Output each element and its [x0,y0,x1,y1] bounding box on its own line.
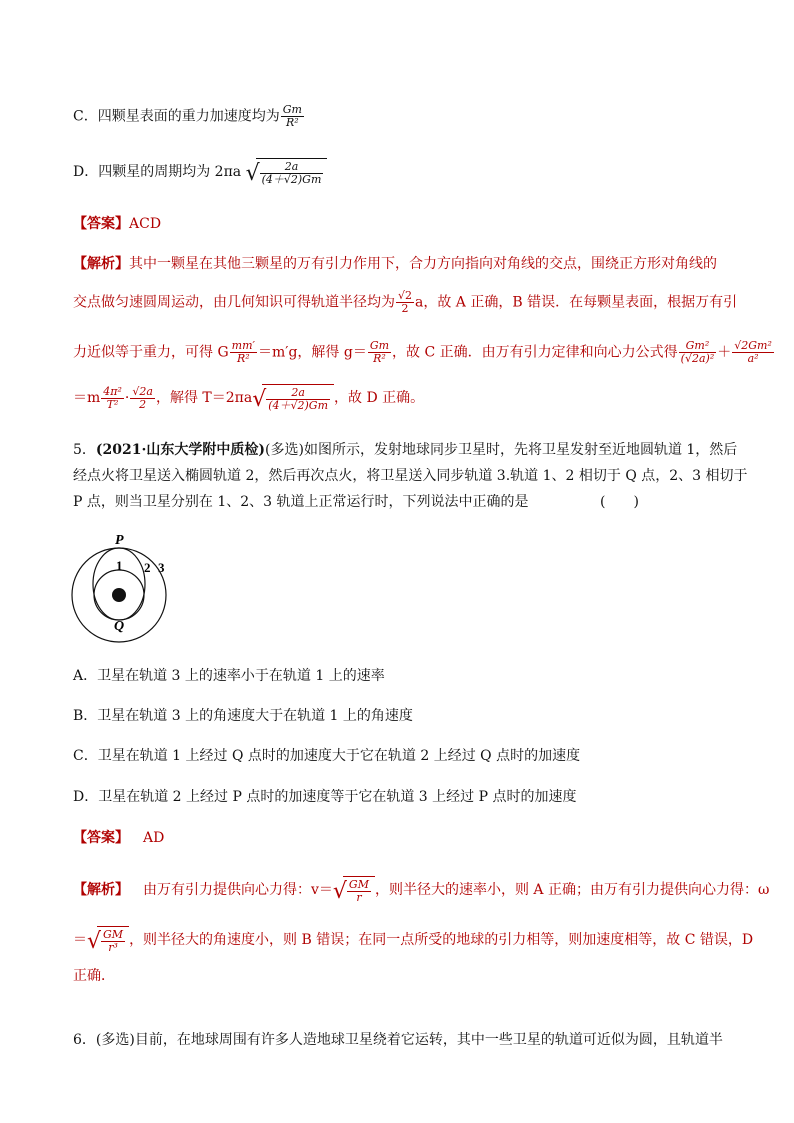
answer-tag: 【答案】 [73,216,129,232]
label-P: P [115,533,124,548]
q5-source: (2021·山东大学附中质检) [95,442,266,458]
label-3: 3 [158,560,165,575]
q5-line-2: 经点火将卫星送入椭圆轨道 2，然后再次点火，将卫星送入同步轨道 3.轨道 1、2 相切于 Q 点，2、3 相切于 [73,468,748,484]
q4-option-d: D．四颗星的周期均为 2πa √ $\frac{2a}{(4+√2)Gm}$ [73,158,327,186]
q4-option-d-sqrt: √ $\frac{2a}{(4+√2)Gm}$ [246,158,328,186]
q5-option-a: A．卫星在轨道 3 上的速率小于在轨道 1 上的速率 [73,668,385,684]
q6-line-1: 6．(多选)目前，在地球周围有许多人造地球卫星绕着它运转，其中一些卫星的轨道可近似为圆，且轨道半 [73,1032,723,1048]
q5-option-b: B．卫星在轨道 3 上的角速度大于在轨道 1 上的角速度 [73,708,413,724]
label-Q: Q [114,619,125,634]
q4-analysis-line-4: ＝m $\frac{\text{4π²}}{\text{T²}}$ · $\frac{√2a}{2}$ ，解得 T＝2πa √ $\frac{2a}{(4+√2)Gm}$ ，故 D 正确。 [73,384,424,412]
q4-answer [73,214,161,234]
q5-option-d: D．卫星在轨道 2 上经过 P 点时的加速度等于它在轨道 3 上经过 P 点时的加速度 [73,789,577,805]
label-1: 1 [116,558,123,573]
q5-analysis-line-1: 【解析】 由万有引力提供向心力得：v＝ √ $\frac{GM}{r}$ ，则半径大的速率小，则 A 正确；由万有引力提供向心力得：ω [73,876,769,904]
q5-analysis-line-3: 正确． [73,968,115,984]
q4-option-c: C．四颗星表面的重力加速度均为 $\frac{Gm}{\text{R²}}$ [73,103,302,129]
answer-value: ACD [129,216,162,232]
q5-option-c: C．卫星在轨道 1 上经过 Q 点时的加速度大于它在轨道 2 上经过 Q 点时的加速度 [73,748,581,764]
label-2: 2 [144,560,151,575]
earth [112,588,126,602]
q5-line-3: P 点，则当卫星分别在 1、2、3 轨道上正常运行时，下列说法中正确的是 [73,494,529,510]
q5-answer-blank: ( ) [600,494,639,510]
q4-analysis-line-2: 交点做匀速圆周运动，由几何知识可得轨道半径均为 $\frac{√2}{2}$ a，故 A 正确，B 错误．在每颗星表面，根据万有引 [73,289,738,315]
q4-analysis-line-1: 【解析】其中一颗星在其他三颗星的万有引力作用下，合力方向指向对角线的交点，围绕正方形对角线的 [73,256,717,272]
orbit-diagram [68,530,178,645]
q4-option-c-fraction: $\frac{Gm}{\text{R²}}$ [282,103,302,129]
q5-title: 5．(2021·山东大学附中质检)(多选)如图所示，发射地球同步卫星时，先将卫星发射至近地圆轨道 1，然后 [73,442,738,458]
q5-answer: 【答案】 AD [73,830,165,846]
q5-analysis-line-2: ＝ √ $\frac{GM}{\text{r³}}$ ，则半径大的角速度小，则 B 错误；在同一点所受的地球的引力相等，则加速度相等，故 C 错误，D [73,926,753,954]
q4-analysis-line-3: 力近似等于重力，可得 G $\frac{mm'}{\text{R²}}$ ＝m′g，解得 g＝ $\frac{Gm}{\text{R²}}$ ，故 C 正确．由万有引力定律和向心力公式得 $\frac{\text{Gm²}}{\text{(√2a)²}}$ ＋ $\frac{\text{√2Gm²}}{\text{a²}}$ [73,339,772,365]
